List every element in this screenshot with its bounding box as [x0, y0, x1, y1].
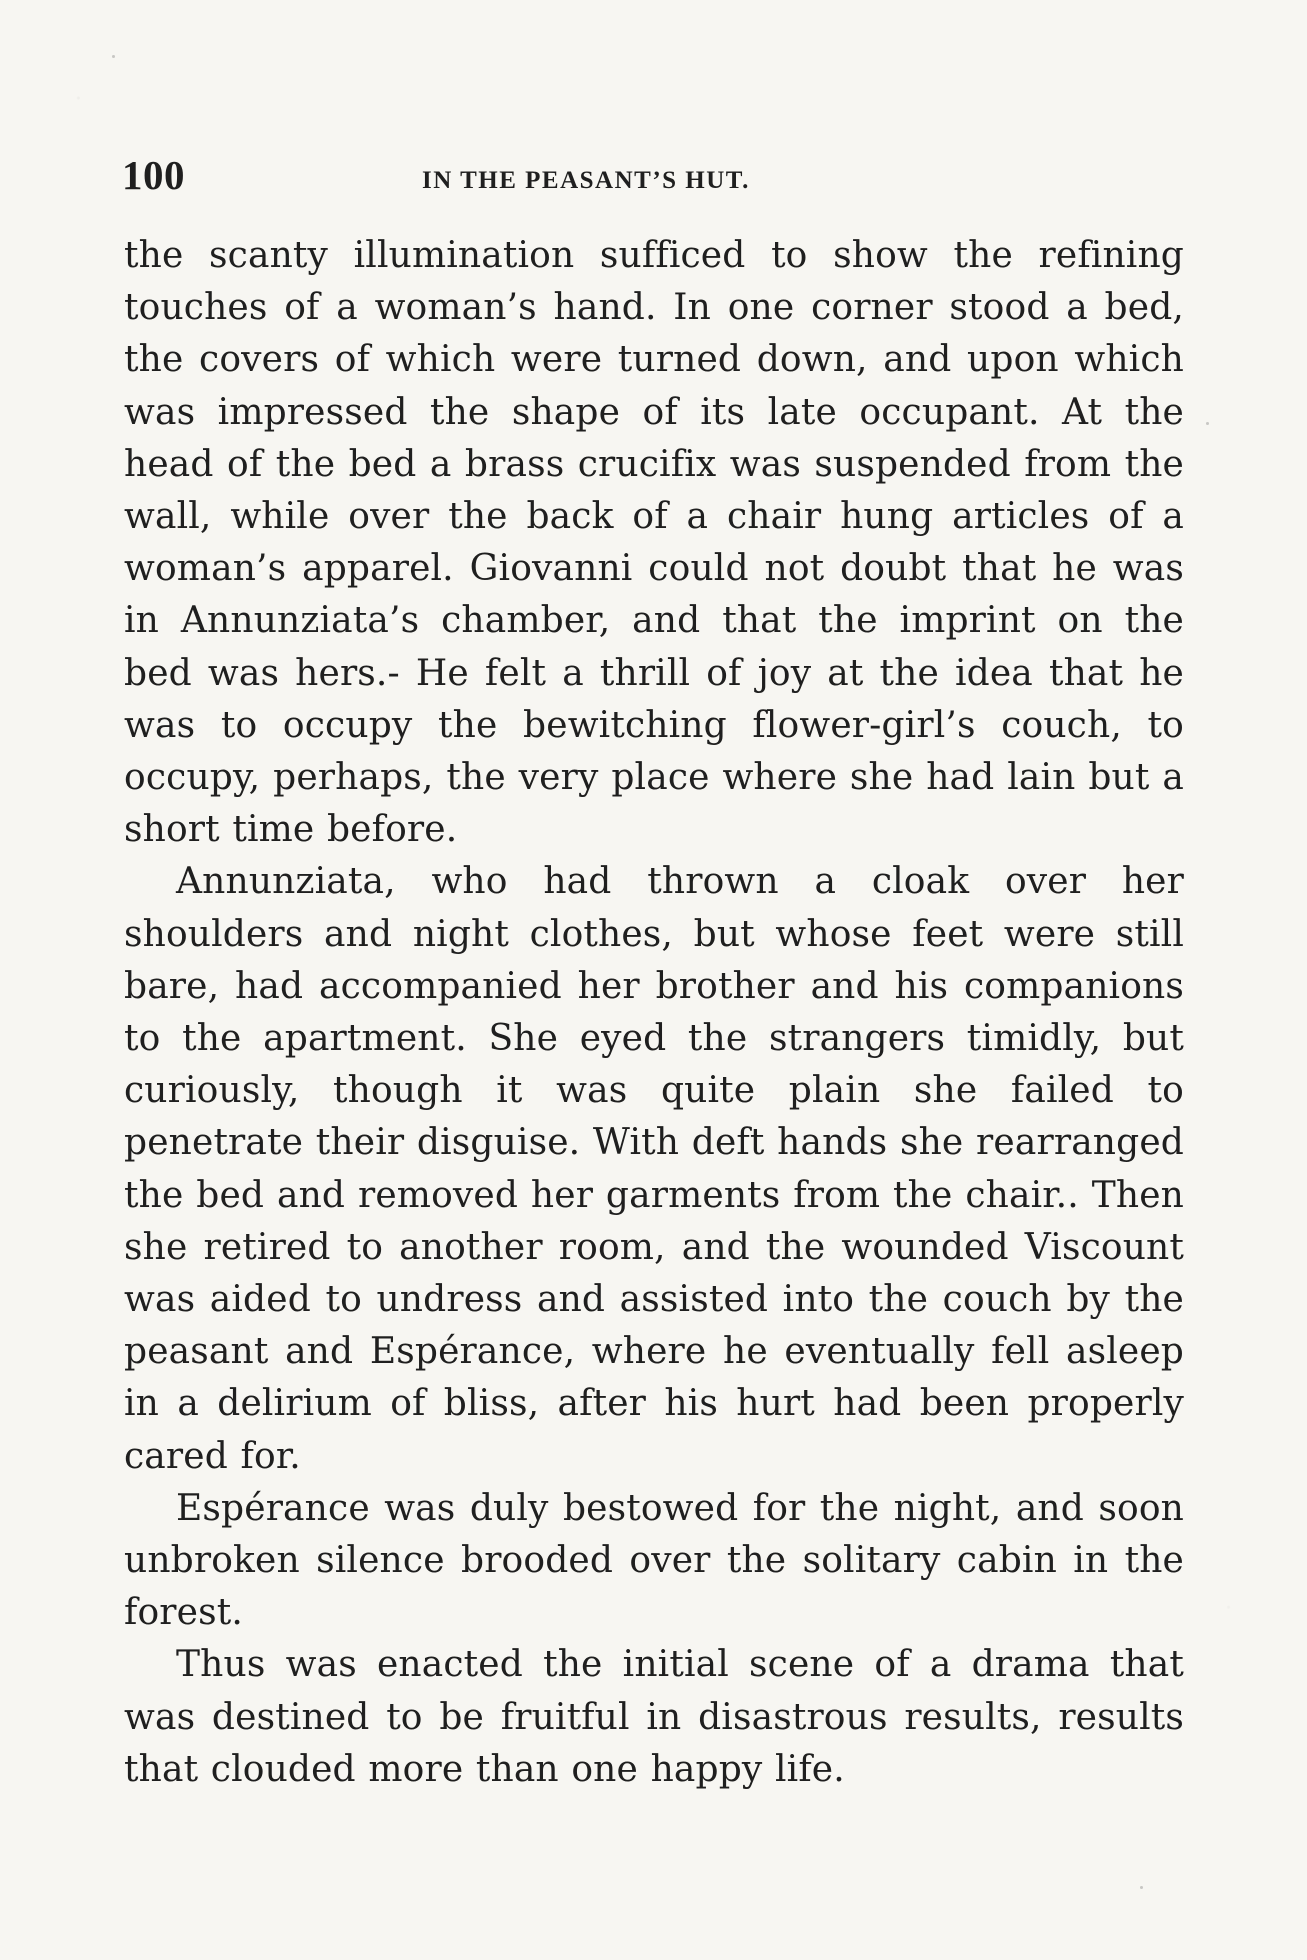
body-text [124, 230, 1184, 1796]
paper-speck [1140, 1886, 1143, 1889]
paragraph-2: Annunziata, who had thrown a cloak over her shoulders and night clothes, but whose feet were still bare, had accompanied her brother and his companions to the apartment. She eyed the strangers timidly, but curiously, though it was quite plain she failed to penetrate their disguise. With deft hands she rearranged the bed and removed her garments from the chair.. Then she retired to another room, and the wounded Viscount was aided to undress and assisted into the couch by the peasant and Espérance, where he eventually fell asleep in a delirium of bliss, after his hurt had been properly cared for. [124, 861, 1184, 1477]
running-head [122, 152, 1212, 209]
paragraph-3: Espérance was duly bestowed for the night, and soon unbroken silence brooded over the solitary cabin in the forest. [124, 1487, 1184, 1634]
running-title: IN THE PEASANT’S HUT. [422, 167, 750, 194]
paper-speck [1206, 422, 1209, 425]
paragraph-1: the scanty illumination sufficed to show the refining touches of a woman’s hand. In one corner stood a bed, the covers of which were turned down, and upon which was impressed the shape of its late occupant. At the head of the bed a brass crucifix was suspended from the wall, while over the back of a chair hung articles of a woman’s apparel. Giovanni could not doubt that he was in Annunziata’s chamber, and that the imprint on the bed was hers.- He felt a thrill of joy at the idea that he was to occupy the bewitching flower-girl’s couch, to occupy, perhaps, the very place where she had lain but a short time before. [124, 235, 1184, 851]
page-number: 100 [122, 152, 185, 198]
paragraph-4: Thus was enacted the initial scene of a drama that was destined to be fruitful in disastrous results, results that clouded more than one happy life. [124, 1644, 1184, 1790]
paper-speck [112, 55, 115, 58]
